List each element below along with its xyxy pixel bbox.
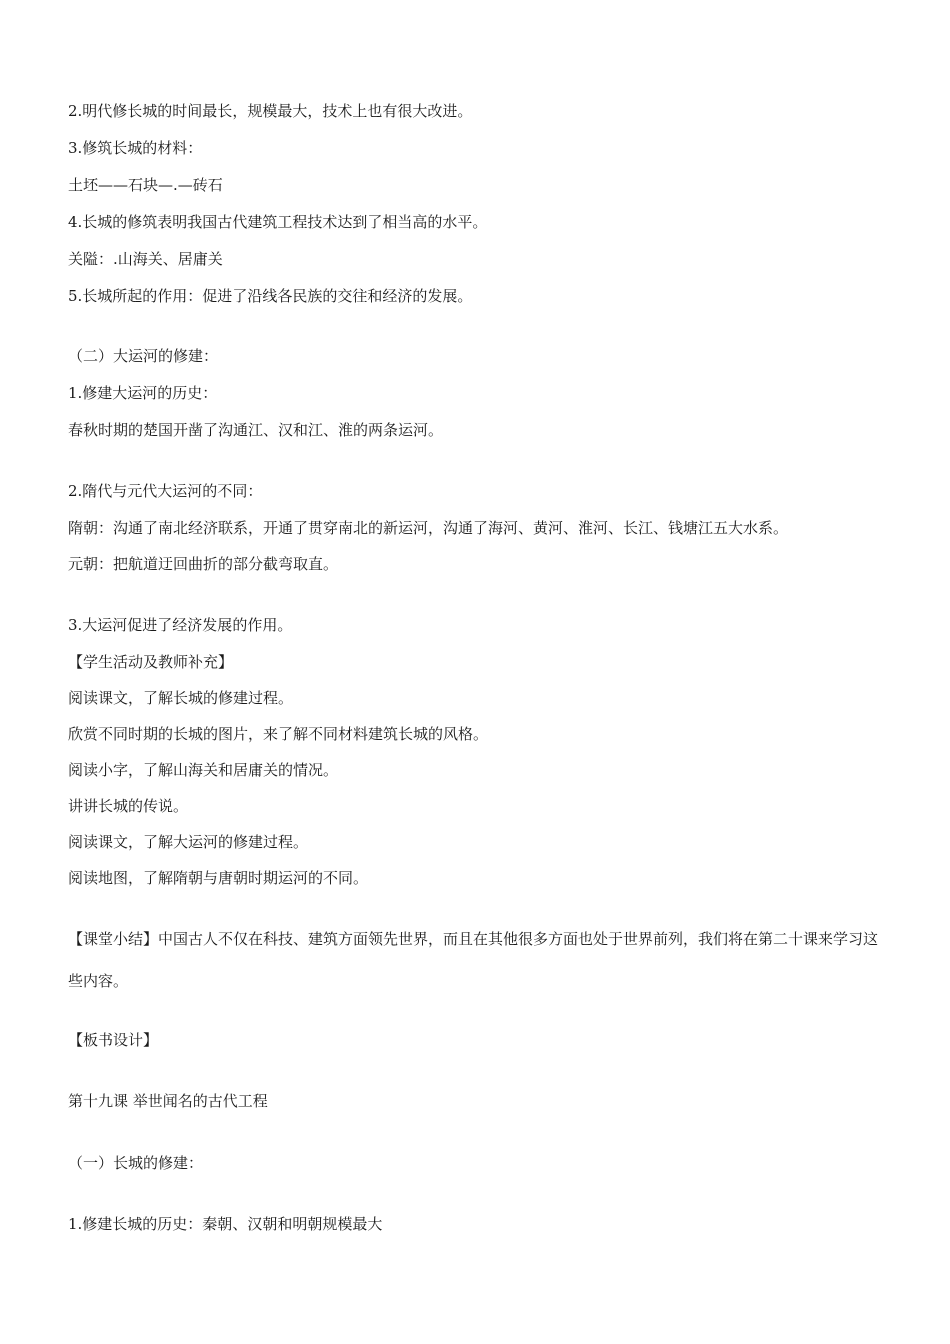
text-line: 4.长城的修筑表明我国古代建筑工程技术达到了相当高的水平。 — [68, 213, 488, 231]
section-heading: （二）大运河的修建： — [68, 347, 219, 365]
section-heading: 【板书设计】 — [68, 1031, 159, 1049]
text-line: 阅读课文，了解大运河的修建过程。 — [68, 833, 309, 851]
text-line: 阅读课文，了解长城的修建过程。 — [68, 689, 294, 707]
lesson-title: 第十九课 举世闻名的古代工程 — [68, 1092, 268, 1110]
text-line: 阅读地图，了解隋朝与唐朝时期运河的不同。 — [68, 869, 369, 887]
text-line: 3.修筑长城的材料： — [68, 139, 203, 157]
text-line: 欣赏不同时期的长城的图片，来了解不同材料建筑长城的风格。 — [68, 725, 489, 743]
text-line: 讲讲长城的传说。 — [68, 797, 189, 815]
text-line: 5.长城所起的作用：促进了沿线各民族的交往和经济的发展。 — [68, 287, 473, 305]
text-line: 阅读小字，了解山海关和居庸关的情况。 — [68, 761, 339, 779]
text-line: 土坯——石块—.—砖石 — [68, 176, 223, 194]
text-line: 1.修建大运河的历史： — [68, 384, 218, 402]
text-line: 隋朝：沟通了南北经济联系，开通了贯穿南北的新运河，沟通了海河、黄河、淮河、长江、钱塘江五大水系。 — [68, 519, 789, 537]
text-line: 春秋时期的楚国开凿了沟通江、汉和江、淮的两条运河。 — [68, 421, 444, 439]
section-heading: （一）长城的修建： — [68, 1154, 204, 1172]
text-line: 3.大运河促进了经济发展的作用。 — [68, 616, 293, 634]
text-line: 1.修建长城的历史：秦朝、汉朝和明朝规模最大 — [68, 1215, 383, 1233]
text-line: 2.隋代与元代大运河的不同： — [68, 482, 263, 500]
text-line: 元朝：把航道迂回曲折的部分截弯取直。 — [68, 555, 339, 573]
text-line: 关隘：.山海关、居庸关 — [68, 250, 223, 268]
section-heading: 【学生活动及教师补充】 — [68, 653, 234, 671]
summary-paragraph: 【课堂小结】中国古人不仅在科技、建筑方面领先世界，而且在其他很多方面也处于世界前列，我们将在第二十课来学习这些内容。 — [68, 930, 879, 990]
text-line: 2.明代修长城的时间最长，规模最大，技术上也有很大改进。 — [68, 102, 473, 120]
